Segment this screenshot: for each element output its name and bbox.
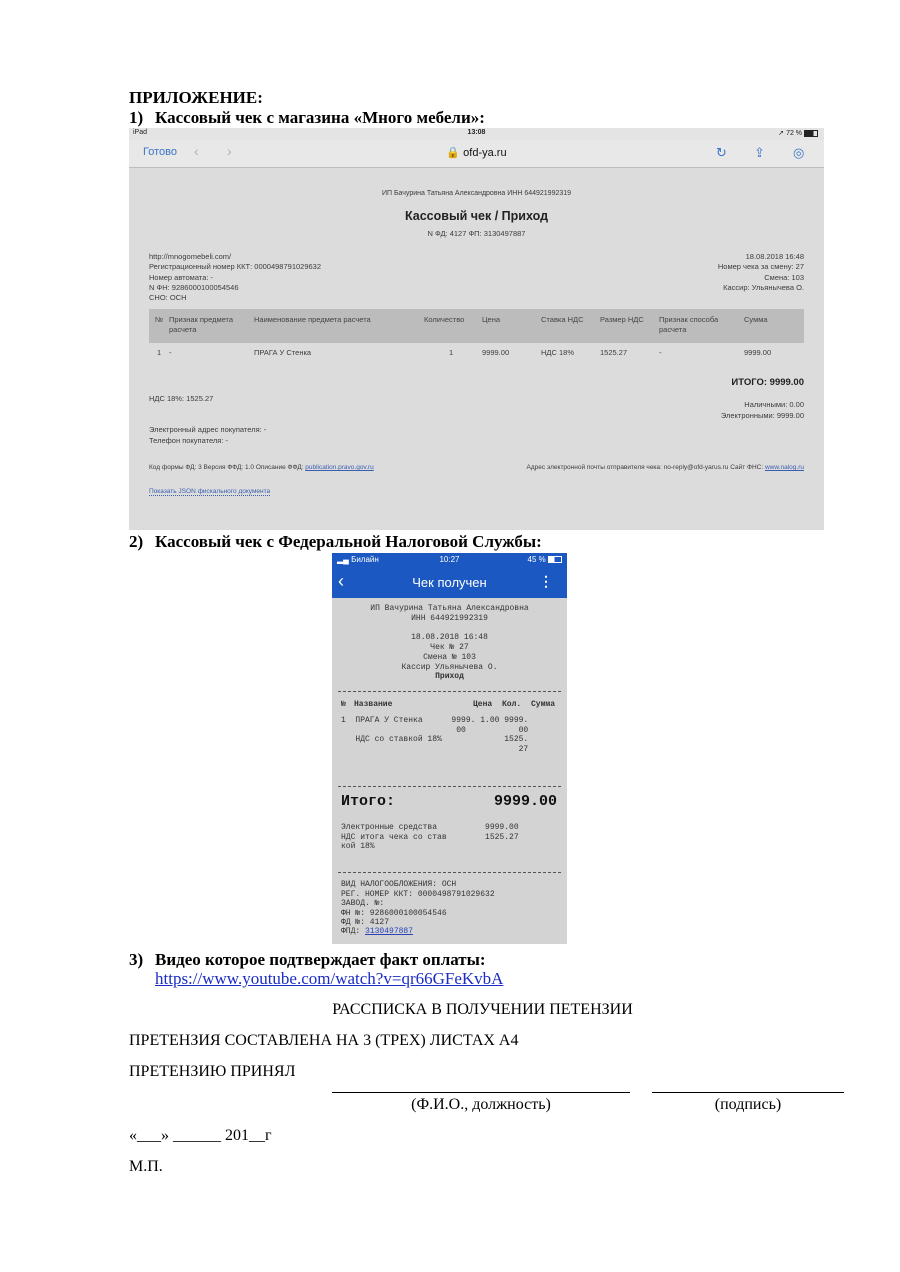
item-line: 1 ПРАГА У Стенка 9999. 1.00 9999. — [341, 716, 529, 725]
col-header: Цена — [482, 315, 501, 324]
receipt-title: Кассовый чек / Приход — [404, 209, 549, 223]
col-header: Размер НДС — [600, 315, 644, 324]
payment-lines: Электронные средства 9999.00 НДС итога чека со став 1525.27 кой 18% — [341, 823, 519, 851]
store-receipt-screenshot — [129, 128, 824, 530]
header-title: Чек получен — [412, 575, 487, 590]
vat-total: НДС 18%: 1525.27 — [149, 394, 214, 403]
divider — [338, 691, 561, 692]
location-icon: ➚ — [778, 130, 785, 137]
seller-line: ИП Бачурина Татьяна Александровна ИНН 644921992319 — [381, 190, 572, 197]
back-icon[interactable]: ‹ — [194, 143, 199, 159]
cell: НДС 18% — [541, 348, 575, 357]
buyer-phone: Телефон покупателя: - — [149, 436, 228, 445]
fn-number: N ФН: 9286000100054546 — [149, 282, 239, 292]
items-table-header — [149, 309, 804, 343]
stamp-place: М.П. — [129, 1158, 163, 1175]
tax-system: СНО: ОСН — [149, 293, 187, 303]
item-3 — [129, 950, 486, 970]
video-link[interactable]: https://www.youtube.com/watch?v=qr66GFeKvbA — [155, 969, 504, 988]
col-header: Признак способа расчета — [659, 315, 719, 334]
signature-caption: (подпись) — [714, 1096, 782, 1113]
item-text: Кассовый чек с Федеральной Налоговой Службы: — [155, 532, 542, 551]
browser-nav-bar — [129, 140, 824, 168]
col-price: Цена — [473, 700, 493, 709]
battery-indicator — [778, 129, 818, 137]
fns-receipt-screenshot — [332, 553, 567, 944]
item-number: 1) — [129, 108, 144, 127]
cell: 9999.00 — [482, 348, 510, 357]
fpd-label: ФПД: — [341, 927, 366, 936]
col-num: № — [341, 700, 346, 709]
sender-text: Адрес электронной почты отправителя чека: no-reply@ofd-yarus.ru Сайт ФНС: — [526, 464, 764, 471]
device-label: iPad — [133, 129, 148, 136]
item-1 — [129, 108, 485, 128]
reload-icon[interactable]: ↻ — [716, 145, 727, 160]
status-time: 10:27 — [439, 555, 460, 564]
carrier-name: Билайн — [351, 555, 379, 564]
col-header: Сумма — [744, 315, 768, 324]
fpd-link[interactable]: 3130497887 — [365, 927, 414, 936]
col-header: Ставка НДС — [541, 315, 584, 324]
cashier-name: Кассир: Ульянычева О. — [723, 282, 804, 292]
total-label: Итого: — [341, 793, 396, 810]
ffd-text: Код формы ФД: 3 Версия ФФД: 1.0 Описание ФФД: — [149, 464, 304, 471]
total-value: 9999.00 — [493, 793, 557, 810]
machine-number: Номер автомата: - — [149, 272, 214, 282]
vat-line: НДС со ставкой 18% 1525. — [341, 735, 529, 744]
col-header: Количество — [424, 315, 465, 324]
signal-icon: ▂▄ — [337, 555, 349, 564]
date-line: «___» ______ 201__г — [129, 1127, 272, 1144]
operation-type: Приход — [435, 672, 464, 681]
col-name: Название — [354, 700, 393, 709]
claim-accepted: ПРЕТЕНЗИЮ ПРИНЯЛ — [129, 1063, 296, 1080]
ffd-info — [149, 464, 374, 471]
divider — [338, 786, 561, 787]
item-text: Видео которое подтверждает факт оплаты: — [155, 950, 486, 969]
battery-indicator — [528, 555, 562, 564]
check-number: Чек № 27 — [430, 643, 469, 652]
seller-name: ИП Вачурина Татьяна Александровна — [370, 604, 529, 613]
right-info — [718, 252, 804, 293]
seller-inn: ИНН 644921992319 — [411, 614, 488, 623]
cash-amount: Наличными: 0.00 — [744, 400, 804, 409]
table-row — [149, 348, 804, 360]
cell: 1 — [157, 348, 162, 357]
item-number: 3) — [129, 950, 144, 969]
fpd-line — [341, 927, 413, 937]
electronic-amount: Электронными: 9999.00 — [720, 411, 804, 420]
col-header: Признак предмета расчета — [169, 315, 234, 334]
kkt-reg-number: Регистрационный номер ККТ: 0000498791029632 — [149, 262, 322, 272]
divider — [338, 872, 561, 873]
done-button[interactable]: Готово — [143, 146, 177, 158]
vat-line-cont: 27 — [341, 745, 529, 754]
col-qty: Кол. — [502, 700, 522, 709]
shift-number: Смена № 103 — [423, 653, 476, 662]
lock-icon: 🔒 — [446, 147, 461, 159]
battery-icon — [548, 556, 562, 563]
cell: - — [659, 348, 662, 357]
signature-line[interactable] — [652, 1092, 844, 1093]
registration-lines: ВИД НАЛОГООБЛОЖЕНИЯ: ОСН РЕГ. НОМЕР ККТ: 0000498791029632 ЗАВОД. №: ФН №: 9286000100054546 ФД №: 4127 — [341, 880, 495, 927]
url-text: ofd-ya.ru — [463, 147, 507, 159]
back-icon[interactable]: ‹ — [338, 571, 344, 591]
receipt-title: РАССПИСКА В ПОЛУЧЕНИИ ПЕТЕНЗИИ — [332, 1001, 633, 1018]
left-info — [149, 252, 321, 303]
status-time: 13:08 — [467, 129, 486, 136]
site-url: http://mnogomebeli.com/ — [149, 252, 232, 261]
item-line-cont: 00 00 — [341, 726, 529, 735]
item-number: 2) — [129, 532, 144, 551]
total-amount: ИТОГО: 9999.00 — [731, 377, 804, 388]
fio-caption: (Ф.И.О., должность) — [411, 1096, 551, 1113]
appendix-heading: ПРИЛОЖЕНИЕ: — [129, 88, 263, 107]
col-header: № — [155, 315, 164, 324]
col-header: Наименование предмета расчета — [254, 315, 371, 324]
cell: - — [169, 348, 172, 357]
buyer-email: Электронный адрес покупателя: - — [149, 425, 267, 434]
app-header — [332, 553, 567, 598]
cell: ПРАГА У Стенка — [254, 348, 312, 357]
shift-number: Смена: 103 — [764, 272, 804, 282]
item-2 — [129, 532, 542, 552]
battery-icon — [804, 130, 818, 137]
sender-info — [527, 464, 804, 471]
claim-sheets: ПРЕТЕНЗИЯ СОСТАВЛЕНА НА 3 (ТРЕХ) ЛИСТАХ А4 — [129, 1032, 519, 1049]
more-icon[interactable]: ⋮ — [539, 573, 553, 589]
receipt-datetime: 18.08.2018 16:48 — [745, 252, 804, 261]
cashier-name: Кассир Ульянычева О. — [401, 663, 498, 672]
receipt-datetime: 18.08.2018 16:48 — [411, 633, 488, 642]
col-sum: Сумма — [531, 700, 556, 709]
cell: 9999.00 — [744, 348, 772, 357]
item-text: Кассовый чек с магазина «Много мебели»: — [155, 108, 485, 127]
fd-line: N ФД: 4127 ФП: 3130497887 — [427, 229, 526, 238]
cell: 1525.27 — [600, 348, 628, 357]
receipt-page — [129, 168, 824, 530]
fio-signature-line[interactable] — [332, 1092, 630, 1093]
ffd-description-link[interactable]: publication.pravo.gov.ru — [305, 464, 374, 471]
battery-text: 45 % — [527, 555, 546, 564]
shift-check-number: Номер чека за смену: 27 — [717, 262, 804, 272]
share-icon[interactable]: ⇪ — [754, 145, 765, 160]
forward-icon[interactable]: › — [227, 143, 232, 159]
cell: 1 — [449, 348, 454, 357]
ipad-status-bar — [129, 128, 824, 140]
compass-icon[interactable]: ◎ — [793, 145, 805, 160]
show-json-link[interactable]: Показать JSON фискального документа — [149, 488, 271, 495]
battery-text: 72 % — [786, 130, 803, 137]
fns-site-link[interactable]: www.nalog.ru — [764, 464, 804, 471]
